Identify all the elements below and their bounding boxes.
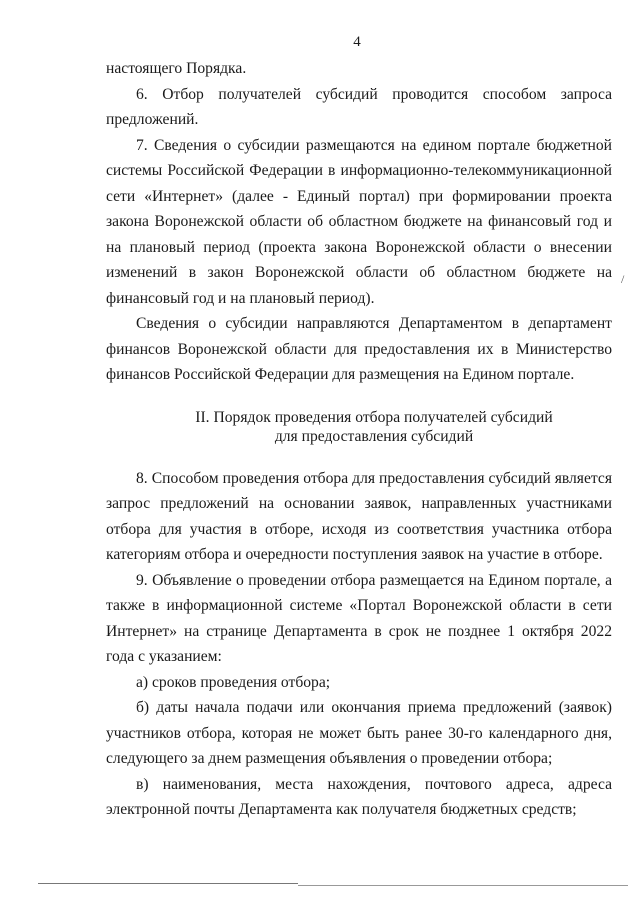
footer-divider-right: [298, 885, 628, 886]
document-body: [106, 56, 612, 823]
list-item-a: а) сроков проведения отбора;: [136, 673, 331, 691]
list-item-b: б) даты начала подачи или окончания приема предложений (заявок) участников отбора, которая не может быть ранее 30-го календарного дня, следующего за днем размещения объявления о проведении отбора;: [106, 699, 612, 767]
page-number: 4: [353, 34, 361, 50]
paragraph-7: 7. Сведения о субсидии размещаются на едином портале бюджетной системы Российской Федерации в информационно-телекоммуникационной сети «Интернет» (далее - Единый портал) при формировании проекта закона Воронежской области об областном бюджете на финансовый год и на плановый период (проекта закона Воронежской области о внесении изменений в закон Воронежской области об областном бюджете на финансовый год и на плановый период).: [106, 136, 612, 307]
section-title: [106, 408, 612, 446]
list-item-v: в) наименования, места нахождения, почтового адреса, адреса электронной почты Департамента как получателя бюджетных средств;: [106, 775, 612, 818]
paragraph-9: 9. Объявление о проведении отбора размещается на Едином портале, а также в информационной системе «Портал Воронежской области в сети Интернет» на странице Департамента в срок не позднее 1 октября 2022 года с указанием:: [106, 571, 612, 665]
margin-mark: /: [621, 272, 625, 286]
section-title-line2: для предоставления субсидий: [274, 427, 474, 445]
paragraph-continuation: настоящего Порядка.: [106, 60, 247, 77]
section-title-line1: II. Порядок проведения отбора получателей субсидий: [195, 408, 553, 426]
paragraph-8: 8. Способом проведения отбора для предоставления субсидий является запрос предложений на основании заявок, направленных участниками отбора для участия в отборе, исходя из соответствия участника отбора категориям отбора и очередности поступления заявок на участие в отборе.: [106, 469, 612, 563]
paragraph-6: 6. Отбор получателей субсидий проводится способом запроса предложений.: [106, 85, 612, 128]
footer-divider-left: [38, 883, 298, 884]
paragraph-7-info: Сведения о субсидии направляются Департаментом в департамент финансов Воронежской области для предоставления их в Министерство финансов Российской Федерации для размещения на Едином портале.: [106, 315, 612, 383]
